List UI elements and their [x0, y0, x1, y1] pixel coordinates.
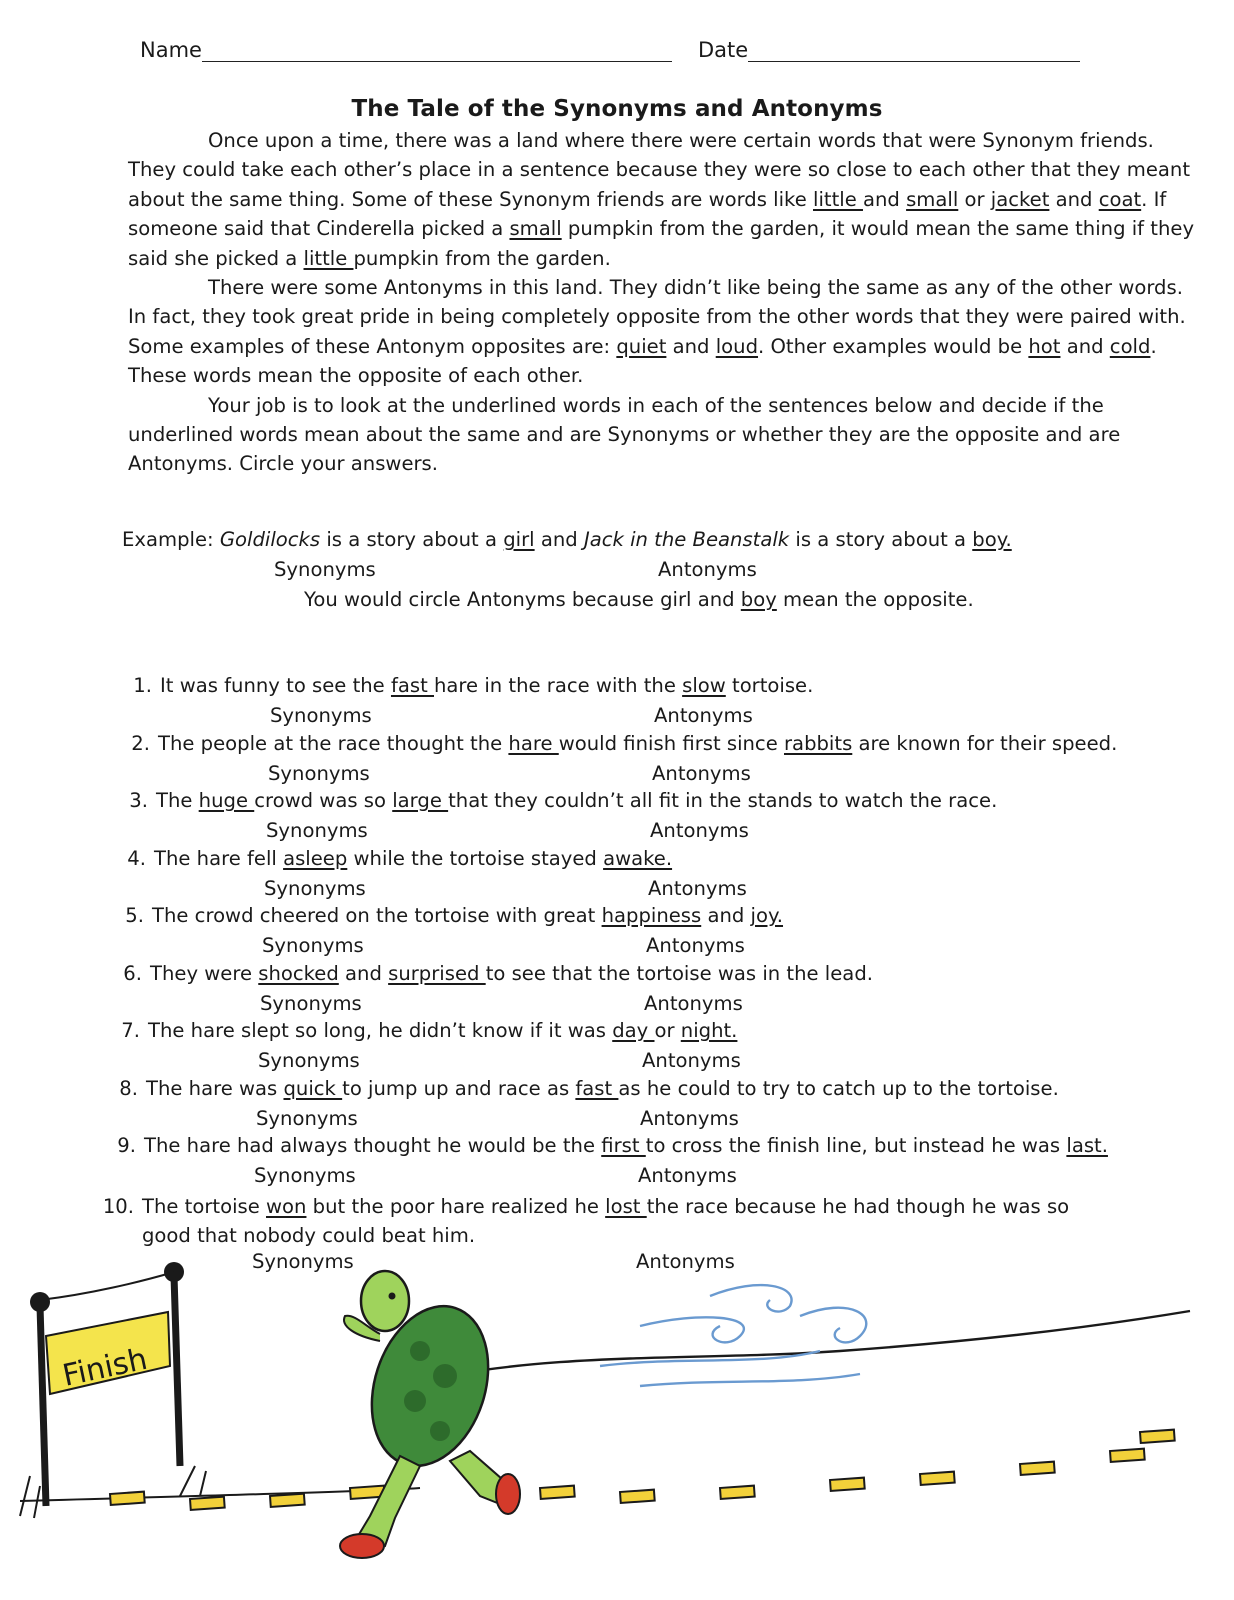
- road-dash: [720, 1486, 755, 1499]
- text: and: [701, 904, 751, 927]
- underlined-word: day: [612, 1019, 655, 1042]
- road-dash: [190, 1497, 225, 1510]
- story-title: Jack in the Beanstalk: [583, 528, 790, 551]
- shell-spot: [430, 1421, 450, 1441]
- finish-post-right: [174, 1276, 180, 1466]
- question-number: 3.: [129, 789, 148, 812]
- text: The crowd cheered on the tortoise with great: [152, 904, 602, 927]
- name-blank-line[interactable]: [202, 39, 672, 62]
- underlined-word: hare: [508, 732, 559, 755]
- question-5: [110, 904, 783, 927]
- road-dash: [920, 1472, 955, 1485]
- road-dash: [830, 1478, 865, 1491]
- wind-swirl: [640, 1374, 860, 1386]
- text: The people at the race thought the: [158, 732, 509, 755]
- text: mean the opposite.: [776, 588, 974, 611]
- text: . Other examples would be: [758, 334, 1029, 358]
- intro-paragraph-2: [128, 273, 1200, 391]
- text: . These words mean the opposite of each other.: [128, 334, 1157, 388]
- text: to jump up and race as: [342, 1077, 576, 1100]
- text: and: [666, 334, 716, 358]
- synonyms-option[interactable]: Synonyms: [262, 934, 364, 957]
- question-number: 4.: [127, 847, 146, 870]
- shell-spot: [433, 1364, 457, 1388]
- question-number: 9.: [117, 1134, 136, 1157]
- road-edge-line: [420, 1311, 1190, 1381]
- underlined-word: night.: [680, 1019, 738, 1042]
- underlined-word: large: [392, 789, 449, 812]
- underlined-word: small: [509, 217, 562, 241]
- question-8: [104, 1077, 1059, 1100]
- date-blank-line[interactable]: [748, 39, 1080, 62]
- text: and: [862, 187, 907, 211]
- finish-rope: [40, 1272, 174, 1300]
- finish-line-illustration: [0, 1256, 1234, 1600]
- text: would finish first since: [558, 732, 784, 755]
- question-number: 5.: [125, 904, 144, 927]
- tortoise-leg: [355, 1456, 420, 1546]
- underlined-word: coat: [1098, 187, 1142, 211]
- wind-swirl: [800, 1308, 866, 1343]
- antonyms-option[interactable]: Antonyms: [644, 992, 743, 1015]
- underlined-word: little: [813, 187, 863, 211]
- example-explanation: [304, 588, 974, 611]
- synonyms-option[interactable]: Synonyms: [266, 819, 368, 842]
- underlined-word: loud: [715, 334, 759, 358]
- synonyms-option[interactable]: Synonyms: [274, 558, 376, 581]
- text: or: [654, 1019, 681, 1042]
- road-dash: [1110, 1449, 1145, 1462]
- tortoise-shoe: [340, 1534, 384, 1558]
- question-1: [118, 674, 813, 697]
- text: is a story about a: [789, 528, 973, 551]
- text: the race because he had though he was so: [646, 1195, 1070, 1218]
- text: that they couldn’t all fit in the stands to watch the race.: [448, 789, 998, 812]
- text: and: [534, 528, 584, 551]
- text: It was funny to see the: [160, 674, 391, 697]
- text: hare in the race with the: [434, 674, 683, 697]
- underlined-word: quick: [283, 1077, 343, 1100]
- question-2: [116, 732, 1117, 755]
- text: The hare was: [146, 1077, 284, 1100]
- text: They were: [150, 962, 259, 985]
- text: is a story about a: [320, 528, 504, 551]
- road-center-dashes: [110, 1430, 1175, 1510]
- text: The: [156, 789, 199, 812]
- antonyms-option[interactable]: Antonyms: [658, 558, 757, 581]
- text: The hare slept so long, he didn’t know if it was: [148, 1019, 613, 1042]
- question-number: 2.: [131, 732, 150, 755]
- question-4: [112, 847, 672, 870]
- antonyms-option[interactable]: Antonyms: [650, 819, 749, 842]
- text: or: [958, 187, 991, 211]
- text: pumpkin from the garden, it would mean the same thing if they said she picked a: [128, 217, 1195, 270]
- underlined-word: first: [601, 1134, 646, 1157]
- road-dash: [270, 1494, 305, 1507]
- text: . If someone said that Cinderella picked a: [128, 187, 1167, 241]
- road-dash: [620, 1490, 655, 1503]
- worksheet-title: The Tale of the Synonyms and Antonyms: [351, 96, 883, 122]
- question-number: 8.: [119, 1077, 138, 1100]
- shell-spot: [404, 1390, 426, 1412]
- text: and: [1049, 187, 1099, 211]
- wind-swirl: [710, 1285, 792, 1311]
- road-dash: [1140, 1430, 1175, 1443]
- finish-banner-text: Finish: [59, 1341, 151, 1394]
- synonyms-option[interactable]: Synonyms: [264, 877, 366, 900]
- antonyms-option[interactable]: Antonyms: [640, 1107, 739, 1130]
- text: The tortoise: [142, 1195, 267, 1218]
- text: to see that the tortoise was in the lead.: [485, 962, 873, 985]
- underlined-word: asleep: [283, 847, 348, 870]
- underlined-word: shocked: [258, 962, 339, 985]
- synonyms-option[interactable]: Synonyms: [258, 1049, 360, 1072]
- antonyms-option[interactable]: Antonyms: [642, 1049, 741, 1072]
- road-dash: [110, 1492, 145, 1505]
- synonyms-option[interactable]: Synonyms: [270, 704, 372, 727]
- text: but the poor hare realized he: [306, 1195, 606, 1218]
- text: Once upon a time, there was a land where there were certain words that were Synonym friends. They could take each other’s place in a sentence because they were so close to each other that they meant about the same thing. Some of these Synonym friends are words like: [128, 129, 1191, 211]
- underlined-word: little: [303, 246, 354, 270]
- underlined-word: slow: [682, 674, 726, 697]
- question-9: [102, 1134, 1108, 1157]
- underlined-word: cold: [1109, 334, 1151, 358]
- antonyms-option[interactable]: Antonyms: [654, 704, 753, 727]
- text: You would circle Antonyms because girl and: [304, 588, 741, 611]
- text: and: [338, 962, 389, 985]
- underlined-word: happiness: [601, 904, 702, 927]
- road-dash: [1020, 1462, 1055, 1475]
- antonyms-option[interactable]: Antonyms: [652, 762, 751, 785]
- intro-paragraph-3: Your job is to look at the underlined words in each of the sentences below and decide if the underlined words mean about the same and are Synonyms or whether they are the opposite and are Antonyms. Circle your answers.: [128, 393, 1121, 476]
- text: good that nobody could beat him.: [142, 1224, 476, 1247]
- wind-swirl: [640, 1317, 744, 1342]
- underlined-word: jacket: [990, 187, 1050, 211]
- question-number: 10.: [102, 1195, 134, 1218]
- antonyms-option[interactable]: Antonyms: [636, 1250, 735, 1273]
- underlined-word: girl: [503, 528, 535, 551]
- underlined-word: awake.: [603, 847, 673, 870]
- text: The hare fell: [154, 847, 284, 870]
- text: tortoise.: [725, 674, 814, 697]
- underlined-word: surprised: [388, 962, 486, 985]
- synonyms-option[interactable]: Synonyms: [260, 992, 362, 1015]
- text: pumpkin from the garden.: [353, 246, 611, 270]
- question-3: [114, 789, 997, 812]
- wind-swirls: [600, 1285, 866, 1386]
- tortoise-runner: [340, 1271, 520, 1558]
- question-number: 1.: [133, 674, 152, 697]
- road-dash: [540, 1486, 575, 1499]
- tortoise-eye: [389, 1293, 396, 1300]
- text: and: [1060, 334, 1110, 358]
- finish-post-knob: [30, 1292, 50, 1312]
- text: to cross the finish line, but instead he was: [645, 1134, 1067, 1157]
- text: are known for their speed.: [852, 732, 1118, 755]
- question-6: [108, 962, 873, 985]
- underlined-word: fast: [575, 1077, 619, 1100]
- intro-paragraph-1: [128, 126, 1200, 273]
- synonyms-option[interactable]: Synonyms: [254, 1164, 356, 1187]
- text: The hare had always thought he would be the: [144, 1134, 602, 1157]
- synonyms-option[interactable]: Synonyms: [252, 1250, 354, 1273]
- text: crowd was so: [254, 789, 393, 812]
- underlined-word: lost: [605, 1195, 647, 1218]
- underlined-word: boy: [740, 588, 777, 611]
- underlined-word: small: [906, 187, 959, 211]
- question-10: [100, 1192, 1140, 1250]
- date-label: Date: [698, 38, 749, 62]
- question-7: [106, 1019, 737, 1042]
- underlined-word: won: [266, 1195, 307, 1218]
- question-number: 7.: [121, 1019, 140, 1042]
- story-title: Goldilocks: [219, 528, 321, 551]
- underlined-word: last.: [1066, 1134, 1108, 1157]
- tortoise-head: [361, 1271, 409, 1331]
- name-label: Name: [140, 38, 202, 62]
- intro-text: [128, 126, 1200, 479]
- text: Example:: [122, 528, 220, 551]
- date-field[interactable]: [698, 38, 1080, 62]
- tortoise-shoe: [496, 1474, 520, 1514]
- synonyms-option[interactable]: Synonyms: [268, 762, 370, 785]
- underlined-word: huge: [198, 789, 255, 812]
- name-field[interactable]: [140, 38, 672, 62]
- underlined-word: fast: [390, 674, 434, 697]
- antonyms-option[interactable]: Antonyms: [648, 877, 747, 900]
- shell-spot: [410, 1341, 430, 1361]
- underlined-word: quiet: [616, 334, 667, 358]
- synonyms-option[interactable]: Synonyms: [256, 1107, 358, 1130]
- text: There were some Antonyms in this land. They didn’t like being the same as any of the other words. In fact, they took great pride in being completely opposite from the other words that they were paired with. Some examples of these Antonym opposites are:: [128, 276, 1186, 358]
- antonyms-option[interactable]: Antonyms: [638, 1164, 737, 1187]
- underlined-word: rabbits: [784, 732, 853, 755]
- text: while the tortoise stayed: [347, 847, 604, 870]
- example-sentence: [122, 528, 1012, 551]
- underlined-word: joy.: [750, 904, 784, 927]
- underlined-word: boy.: [972, 528, 1012, 551]
- antonyms-option[interactable]: Antonyms: [646, 934, 745, 957]
- question-number: 6.: [123, 962, 142, 985]
- finish-sign: [20, 1262, 206, 1518]
- text: as he could to try to catch up to the tortoise.: [618, 1077, 1059, 1100]
- underlined-word: hot: [1028, 334, 1061, 358]
